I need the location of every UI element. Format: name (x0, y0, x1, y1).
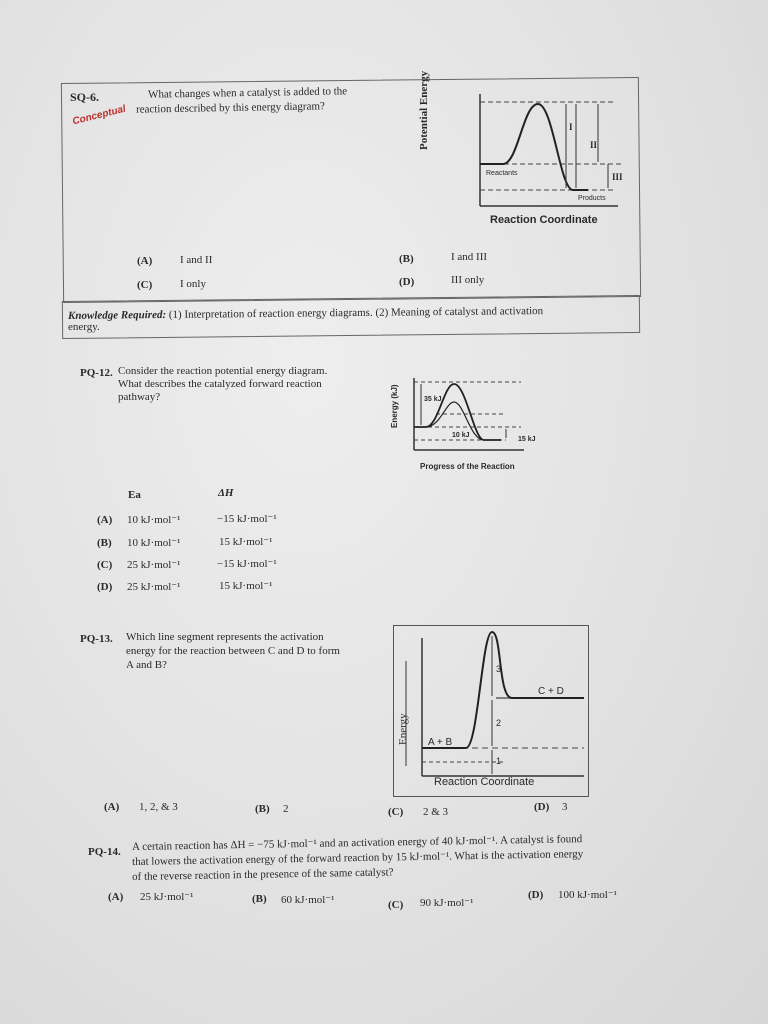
pq14-line1: A certain reaction has ΔH = −75 kJ·mol⁻¹ and an activation energy of 40 kJ·mol⁻¹. A catalyst is found (132, 833, 583, 853)
pq12-choice-c-ea: 25 kJ·mol⁻¹ (127, 559, 181, 571)
sq6-diagram-ylabel: Potential Energy (418, 70, 430, 150)
pq12-energy-diagram (396, 372, 528, 462)
pq12-diagram-ylabel: Energy (kJ) (390, 384, 399, 428)
pq12-diagram-label-35: 35 kJ (424, 396, 442, 403)
pq12-choice-a-ea: 10 kJ·mol⁻¹ (127, 514, 181, 526)
sq6-diagram-frame (448, 84, 638, 230)
pq12-choice-c-dh: −15 kJ·mol⁻¹ (217, 558, 277, 570)
pq14-line2: that lowers the activation energy of the forward reaction by 15 kJ·mol⁻¹. What is the activation energy (132, 848, 584, 868)
sq6-choice-c-text: I only (180, 278, 206, 290)
sq6-diagram-xlabel: Reaction Coordinate (490, 214, 598, 226)
pq13-diagram-ab: A + B (428, 737, 453, 748)
pq12-question-line3: pathway? (118, 391, 161, 403)
pq14-choice-c-text: 90 kJ·mol⁻¹ (420, 897, 474, 909)
pq14-choice-b-text: 60 kJ·mol⁻¹ (281, 894, 335, 906)
sq6-choice-b-letter: (B) (399, 253, 414, 265)
pq14-choice-a-letter: (A) (108, 891, 124, 903)
pq13-choice-a-text: 1, 2, & 3 (139, 801, 178, 813)
pq12-diagram-xlabel: Progress of the Reaction (420, 462, 515, 471)
sq6-choice-a-text: I and II (180, 254, 213, 266)
pq14-choice-d-letter: (D) (528, 889, 544, 901)
pq13-question-line2: energy for the reaction between C and D to form (126, 645, 340, 657)
pq14-choice-a-text: 25 kJ·mol⁻¹ (140, 891, 194, 903)
pq13-choice-d-letter: (D) (534, 801, 550, 813)
sq6-knowledge-label: Knowledge Required: (67, 308, 167, 322)
pq12-choice-a-dh: −15 kJ·mol⁻¹ (217, 513, 277, 525)
pq12-choice-d-letter: (D) (97, 581, 113, 593)
sq6-knowledge-text: (1) Interpretation of reaction energy diagrams. (2) Meaning of catalyst and activation (166, 305, 544, 321)
pq13-choice-b-letter: (B) (255, 803, 270, 815)
pq12-question-line1: Consider the reaction potential energy diagram. (118, 365, 328, 377)
sq6-conceptual-tag: Conceptual (71, 103, 127, 128)
pq13-choice-b-text: 2 (283, 803, 289, 815)
sq6-knowledge-line2: energy. (68, 321, 100, 333)
sq6-diagram-reactants: Reactants (486, 170, 518, 177)
pq13-choice-c-letter: (C) (388, 806, 404, 818)
pq12-choice-b-letter: (B) (97, 537, 112, 549)
pq13-question-line3: A and B? (126, 659, 167, 671)
sq6-diagram-products: Products (578, 195, 606, 202)
pq13-diagram-frame (393, 625, 589, 797)
sq6-choice-a-letter: (A) (137, 255, 153, 267)
sq6-number: SQ-6. (70, 90, 100, 104)
sq6-energy-diagram (448, 84, 638, 230)
pq12-choice-d-ea: 25 kJ·mol⁻¹ (127, 581, 181, 593)
pq12-choice-d-dh: 15 kJ·mol⁻¹ (219, 580, 273, 592)
pq13-energy-diagram (394, 626, 588, 796)
pq14-number: PQ-14. (88, 846, 121, 858)
sq6-choice-d-text: III only (451, 274, 485, 286)
sq6-diagram-mark-3: III (612, 172, 623, 182)
pq12-diagram-frame (396, 372, 528, 462)
pq13-diagram-ylabel: Energy (397, 713, 409, 745)
pq13-choice-a-letter: (A) (104, 801, 120, 813)
sq6-choice-d-letter: (D) (399, 276, 415, 288)
pq14-choice-c-letter: (C) (388, 899, 404, 911)
pq12-choice-b-ea: 10 kJ·mol⁻¹ (127, 537, 181, 549)
pq13-diagram-seg1: 1 (496, 756, 502, 766)
pq12-choice-b-dh: 15 kJ·mol⁻¹ (219, 536, 273, 548)
pq13-diagram-seg2: 2 (496, 718, 502, 728)
sq6-diagram-mark-1: I (569, 122, 573, 132)
pq12-col-ea: Ea (128, 489, 141, 501)
pq12-diagram-label-15: 15 kJ (518, 436, 536, 443)
sq6-diagram-mark-2: II (590, 140, 598, 150)
pq13-choice-c-text: 2 & 3 (423, 806, 449, 818)
pq12-col-dh: ΔH (218, 487, 234, 499)
pq12-question-line2: What describes the catalyzed forward reaction (118, 378, 322, 390)
pq13-question-line1: Which line segment represents the activation (126, 631, 324, 643)
pq12-diagram-label-10: 10 kJ (452, 432, 470, 439)
pq12-choice-c-letter: (C) (97, 559, 113, 571)
pq14-choice-d-text: 100 kJ·mol⁻¹ (558, 889, 617, 901)
pq13-diagram-xlabel: Reaction Coordinate (434, 776, 535, 788)
pq12-choice-a-letter: (A) (97, 514, 113, 526)
sq6-question-line2: reaction described by this energy diagram? (135, 100, 325, 116)
sq6-choice-b-text: I and III (451, 251, 488, 263)
pq13-choice-d-text: 3 (562, 801, 568, 813)
pq13-diagram-cd: C + D (538, 686, 564, 697)
pq12-number: PQ-12. (80, 367, 113, 379)
pq13-diagram-seg3: 3 (496, 664, 502, 674)
pq14-line3: of the reverse reaction in the presence of the same catalyst? (132, 866, 394, 883)
sq6-question-line1: What changes when a catalyst is added to the (147, 85, 348, 101)
pq14-choice-b-letter: (B) (252, 893, 267, 905)
sq6-choice-c-letter: (C) (137, 279, 153, 291)
pq13-number: PQ-13. (80, 633, 113, 645)
